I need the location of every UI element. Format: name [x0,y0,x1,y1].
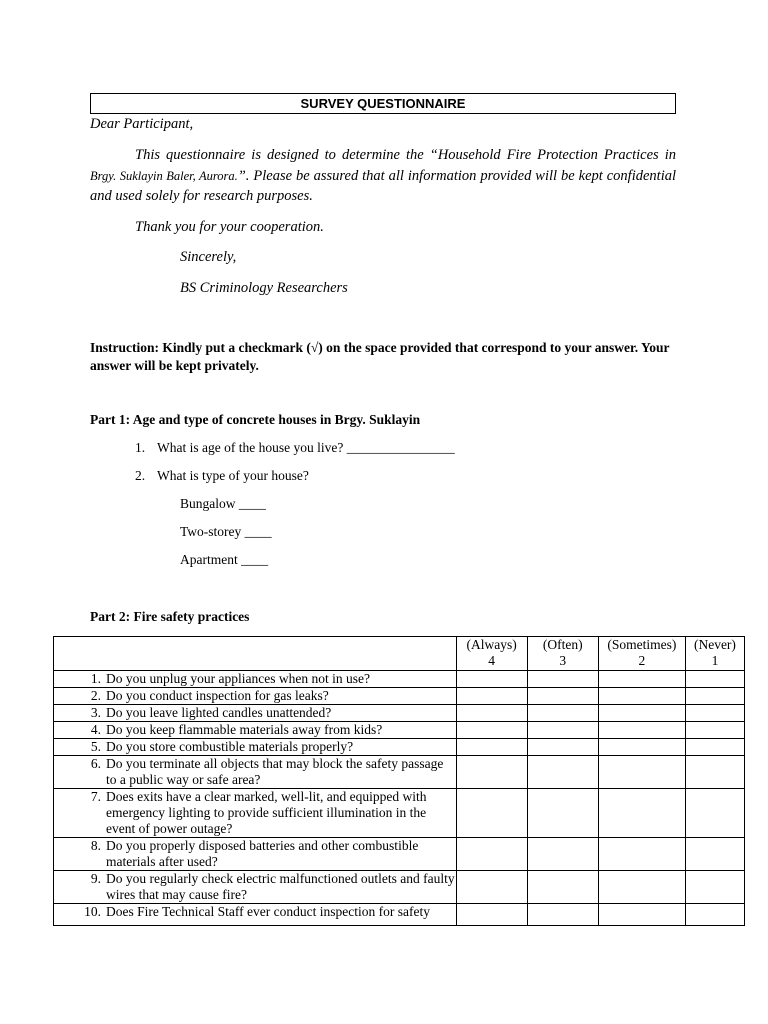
column-score: 4 [488,653,495,668]
question-cell [54,671,457,688]
answer-cell-often[interactable] [527,904,598,926]
answer-cell-never[interactable] [685,671,744,688]
answer-cell-sometimes[interactable] [598,789,685,838]
question-cell [54,705,457,722]
answer-cell-never[interactable] [685,838,744,871]
answer-cell-never[interactable] [685,722,744,739]
answer-cell-always[interactable] [456,671,527,688]
question-number: 8. [90,838,101,853]
part2-heading: Part 2: Fire safety practices [90,609,250,624]
question-text: Do you regularly check electric malfunctioned outlets and faulty wires that may cause fire? [106,871,455,902]
table-row [54,789,745,838]
question-text: Do you store combustible materials properly? [106,739,354,754]
question-number: 7. [90,789,101,804]
option-apartment[interactable]: Apartment ____ [180,552,269,567]
question-column-header [54,637,457,671]
answer-cell-often[interactable] [527,871,598,904]
salutation: Dear Participant, [90,116,194,132]
column-label: (Never) [693,637,736,652]
question-number: 1. [90,671,101,686]
question-text: Does Fire Technical Staff ever conduct inspection for safety [106,904,430,919]
answer-cell-never[interactable] [685,904,744,926]
answer-cell-sometimes[interactable] [598,671,685,688]
part1-question-1 [135,440,455,456]
answer-cell-never[interactable] [685,739,744,756]
question-text: Does exits have a clear marked, well-lit, and equipped with emergency lighting to provide sufficient illumination in the event of power outage? [106,789,427,836]
question-text: Do you conduct inspection for gas leaks? [106,688,329,703]
closing-line: Sincerely, [180,249,237,265]
answer-cell-always[interactable] [456,871,527,904]
table-row [54,871,745,904]
answer-cell-sometimes[interactable] [598,838,685,871]
column-header-never [685,637,744,671]
question-text: Do you properly disposed batteries and other combustible materials after used? [106,838,419,869]
column-header-often [527,637,598,671]
column-score: 2 [638,653,646,668]
question-number: 10. [84,904,101,919]
question-cell [54,756,457,789]
answer-cell-sometimes[interactable] [598,722,685,739]
column-label: (Sometimes) [607,637,677,652]
answer-cell-often[interactable] [527,739,598,756]
answer-cell-never[interactable] [685,871,744,904]
answer-cell-sometimes[interactable] [598,688,685,705]
question-text: Do you unplug your appliances when not in use? [106,671,370,686]
answer-cell-always[interactable] [456,739,527,756]
answer-cell-often[interactable] [527,705,598,722]
part1-question-2 [135,468,309,484]
answer-cell-always[interactable] [456,838,527,871]
question-cell [54,789,457,838]
answer-cell-always[interactable] [456,705,527,722]
answer-cell-often[interactable] [527,838,598,871]
answer-cell-often[interactable] [527,722,598,739]
table-row [54,756,745,789]
answer-cell-sometimes[interactable] [598,705,685,722]
question-number: 6. [90,756,101,771]
question-cell [54,722,457,739]
question-number: 3. [90,705,101,720]
answer-cell-sometimes[interactable] [598,739,685,756]
column-header-always [456,637,527,671]
question-cell [54,688,457,705]
column-score: 3 [559,653,567,668]
intro-paragraph [90,145,676,207]
answer-cell-always[interactable] [456,756,527,789]
table-row [54,904,745,926]
question-cell [54,838,457,871]
question-number: 2. [135,468,146,483]
table-row [54,688,745,705]
option-bungalow[interactable]: Bungalow ____ [180,496,266,511]
table-header-row [54,637,745,671]
answer-cell-never[interactable] [685,789,744,838]
question-cell [54,871,457,904]
intro-text-2: ”. Please be assured that all information provided will be kept confidential and used solely for research purposes. [90,167,677,204]
table-row [54,838,745,871]
question-number: 5. [90,739,101,754]
thanks-line: Thank you for your cooperation. [135,219,324,235]
question-number: 9. [90,871,101,886]
intro-text-1: This questionnaire is designed to determine the “Household Fire Protection Practices in [135,147,676,163]
column-score: 1 [711,653,719,668]
table-row [54,739,745,756]
answer-cell-sometimes[interactable] [598,904,685,926]
question-text: Do you terminate all objects that may block the safety passage to a public way or safe area? [106,756,444,787]
answer-cell-always[interactable] [456,688,527,705]
question-text: What is type of your house? [157,468,309,483]
question-text: Do you leave lighted candles unattended? [106,705,332,720]
column-header-sometimes [598,637,685,671]
answer-cell-often[interactable] [527,671,598,688]
question-cell [54,904,457,926]
signature-line: BS Criminology Researchers [180,280,348,296]
intro-location: Brgy. Suklayin Baler, Aurora. [90,168,238,183]
option-two-storey[interactable]: Two-storey ____ [180,524,272,539]
answer-cell-often[interactable] [527,789,598,838]
answer-cell-often[interactable] [527,688,598,705]
question-text: What is age of the house you live? ________________ [157,440,455,455]
answer-cell-always[interactable] [456,789,527,838]
table-row [54,722,745,739]
question-cell [54,739,457,756]
answer-cell-never[interactable] [685,688,744,705]
question-number: 1. [135,440,146,455]
table-row [54,671,745,688]
answer-cell-always[interactable] [456,904,527,926]
question-text: Do you keep flammable materials away from kids? [106,722,383,737]
question-number: 2. [90,688,101,703]
instruction-text: Instruction: Kindly put a checkmark (√) on the space provided that correspond to your answer. Your answer will be kept privately. [90,340,670,373]
answer-cell-never[interactable] [685,705,744,722]
part1-heading: Part 1: Age and type of concrete houses in Brgy. Suklayin [90,412,421,427]
fire-safety-table [53,636,745,926]
column-label: (Often) [542,637,583,652]
survey-title: SURVEY QUESTIONNAIRE [90,93,676,114]
answer-cell-sometimes[interactable] [598,871,685,904]
answer-cell-often[interactable] [527,756,598,789]
table-row [54,705,745,722]
question-number: 4. [90,722,101,737]
answer-cell-sometimes[interactable] [598,756,685,789]
column-label: (Always) [466,637,517,652]
answer-cell-never[interactable] [685,756,744,789]
answer-cell-always[interactable] [456,722,527,739]
